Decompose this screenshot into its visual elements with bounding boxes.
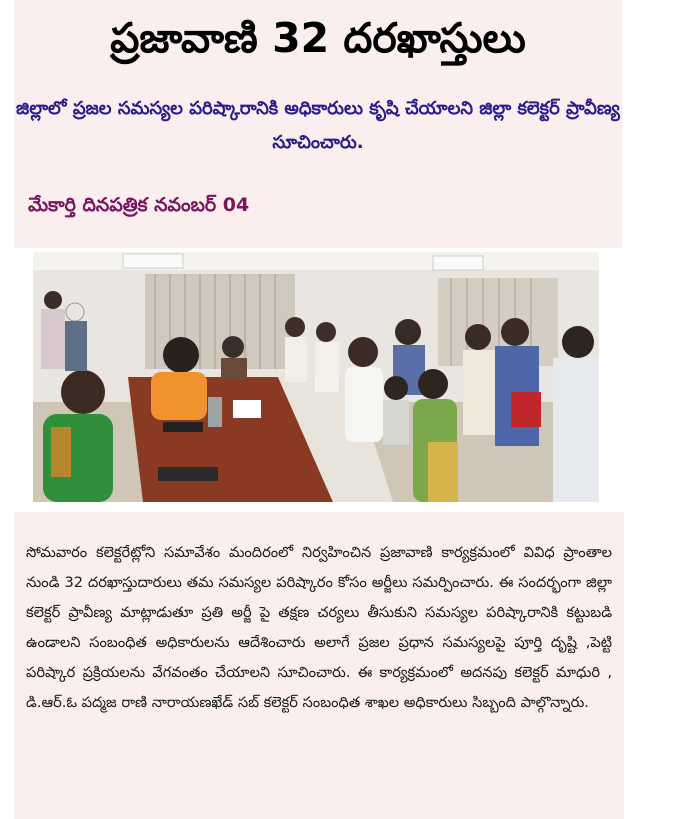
news-photo — [33, 252, 599, 502]
meeting-hall-photo — [33, 252, 599, 502]
article-box — [14, 512, 624, 819]
dateline: మేకార్తి దినపత్రిక నవంబర్ 04 — [28, 194, 250, 216]
headline-title: ప్రజావాణి 32 దరఖాస్తులు — [110, 14, 526, 62]
article-body: సోమవారం కలెక్టరేట్లోని సమావేశం మందిరంలో నిర్వహించిన ప్రజావాణి కార్యక్రమంలో వివిధ ప్రాంతాల నుండి 32 దరఖాస్తుదారులు తమ సమస్యల పరిష్కారం కోసం అర్జీలు సమర్పించారు. ఈ సందర్భంగా జిల్లా కలెక్టర్ ప్రావీణ్య మాట్లాడుతూ ప్రతి అర్జీ పై తక్షణ చర్యలు తీసుకుని సమస్యల పరిష్కారానికి కట్టుబడి ఉండాలని సంబంధిత అధికారులను ఆదేశించారు అలాగే ప్రజల ప్రధాన సమస్యలపై పూర్తి దృష్టి ,పెట్టి పరిష్కార ప్రక్రియలను వేగవంతం చేయాలని సూచించారు. ఈ కార్యక్రమంలో అదనపు కలెక్టర్ మాధురి , డి.ఆర్.ఓ పద్మజ రాణి నారాయణఖేడ్ సబ్ కలెక్టర్ సంబంధిత శాఖల అధికారులు సిబ్బంది పాల్గొన్నారు. — [26, 544, 612, 711]
headline-subtitle: జిల్లాలో ప్రజల సమస్యల పరిష్కారానికి అధికారులు కృషి చేయాలని జిల్లా కలెక్టర్ ప్రావీణ్య సూచించారు. — [16, 98, 620, 153]
headline-box — [14, 0, 622, 248]
